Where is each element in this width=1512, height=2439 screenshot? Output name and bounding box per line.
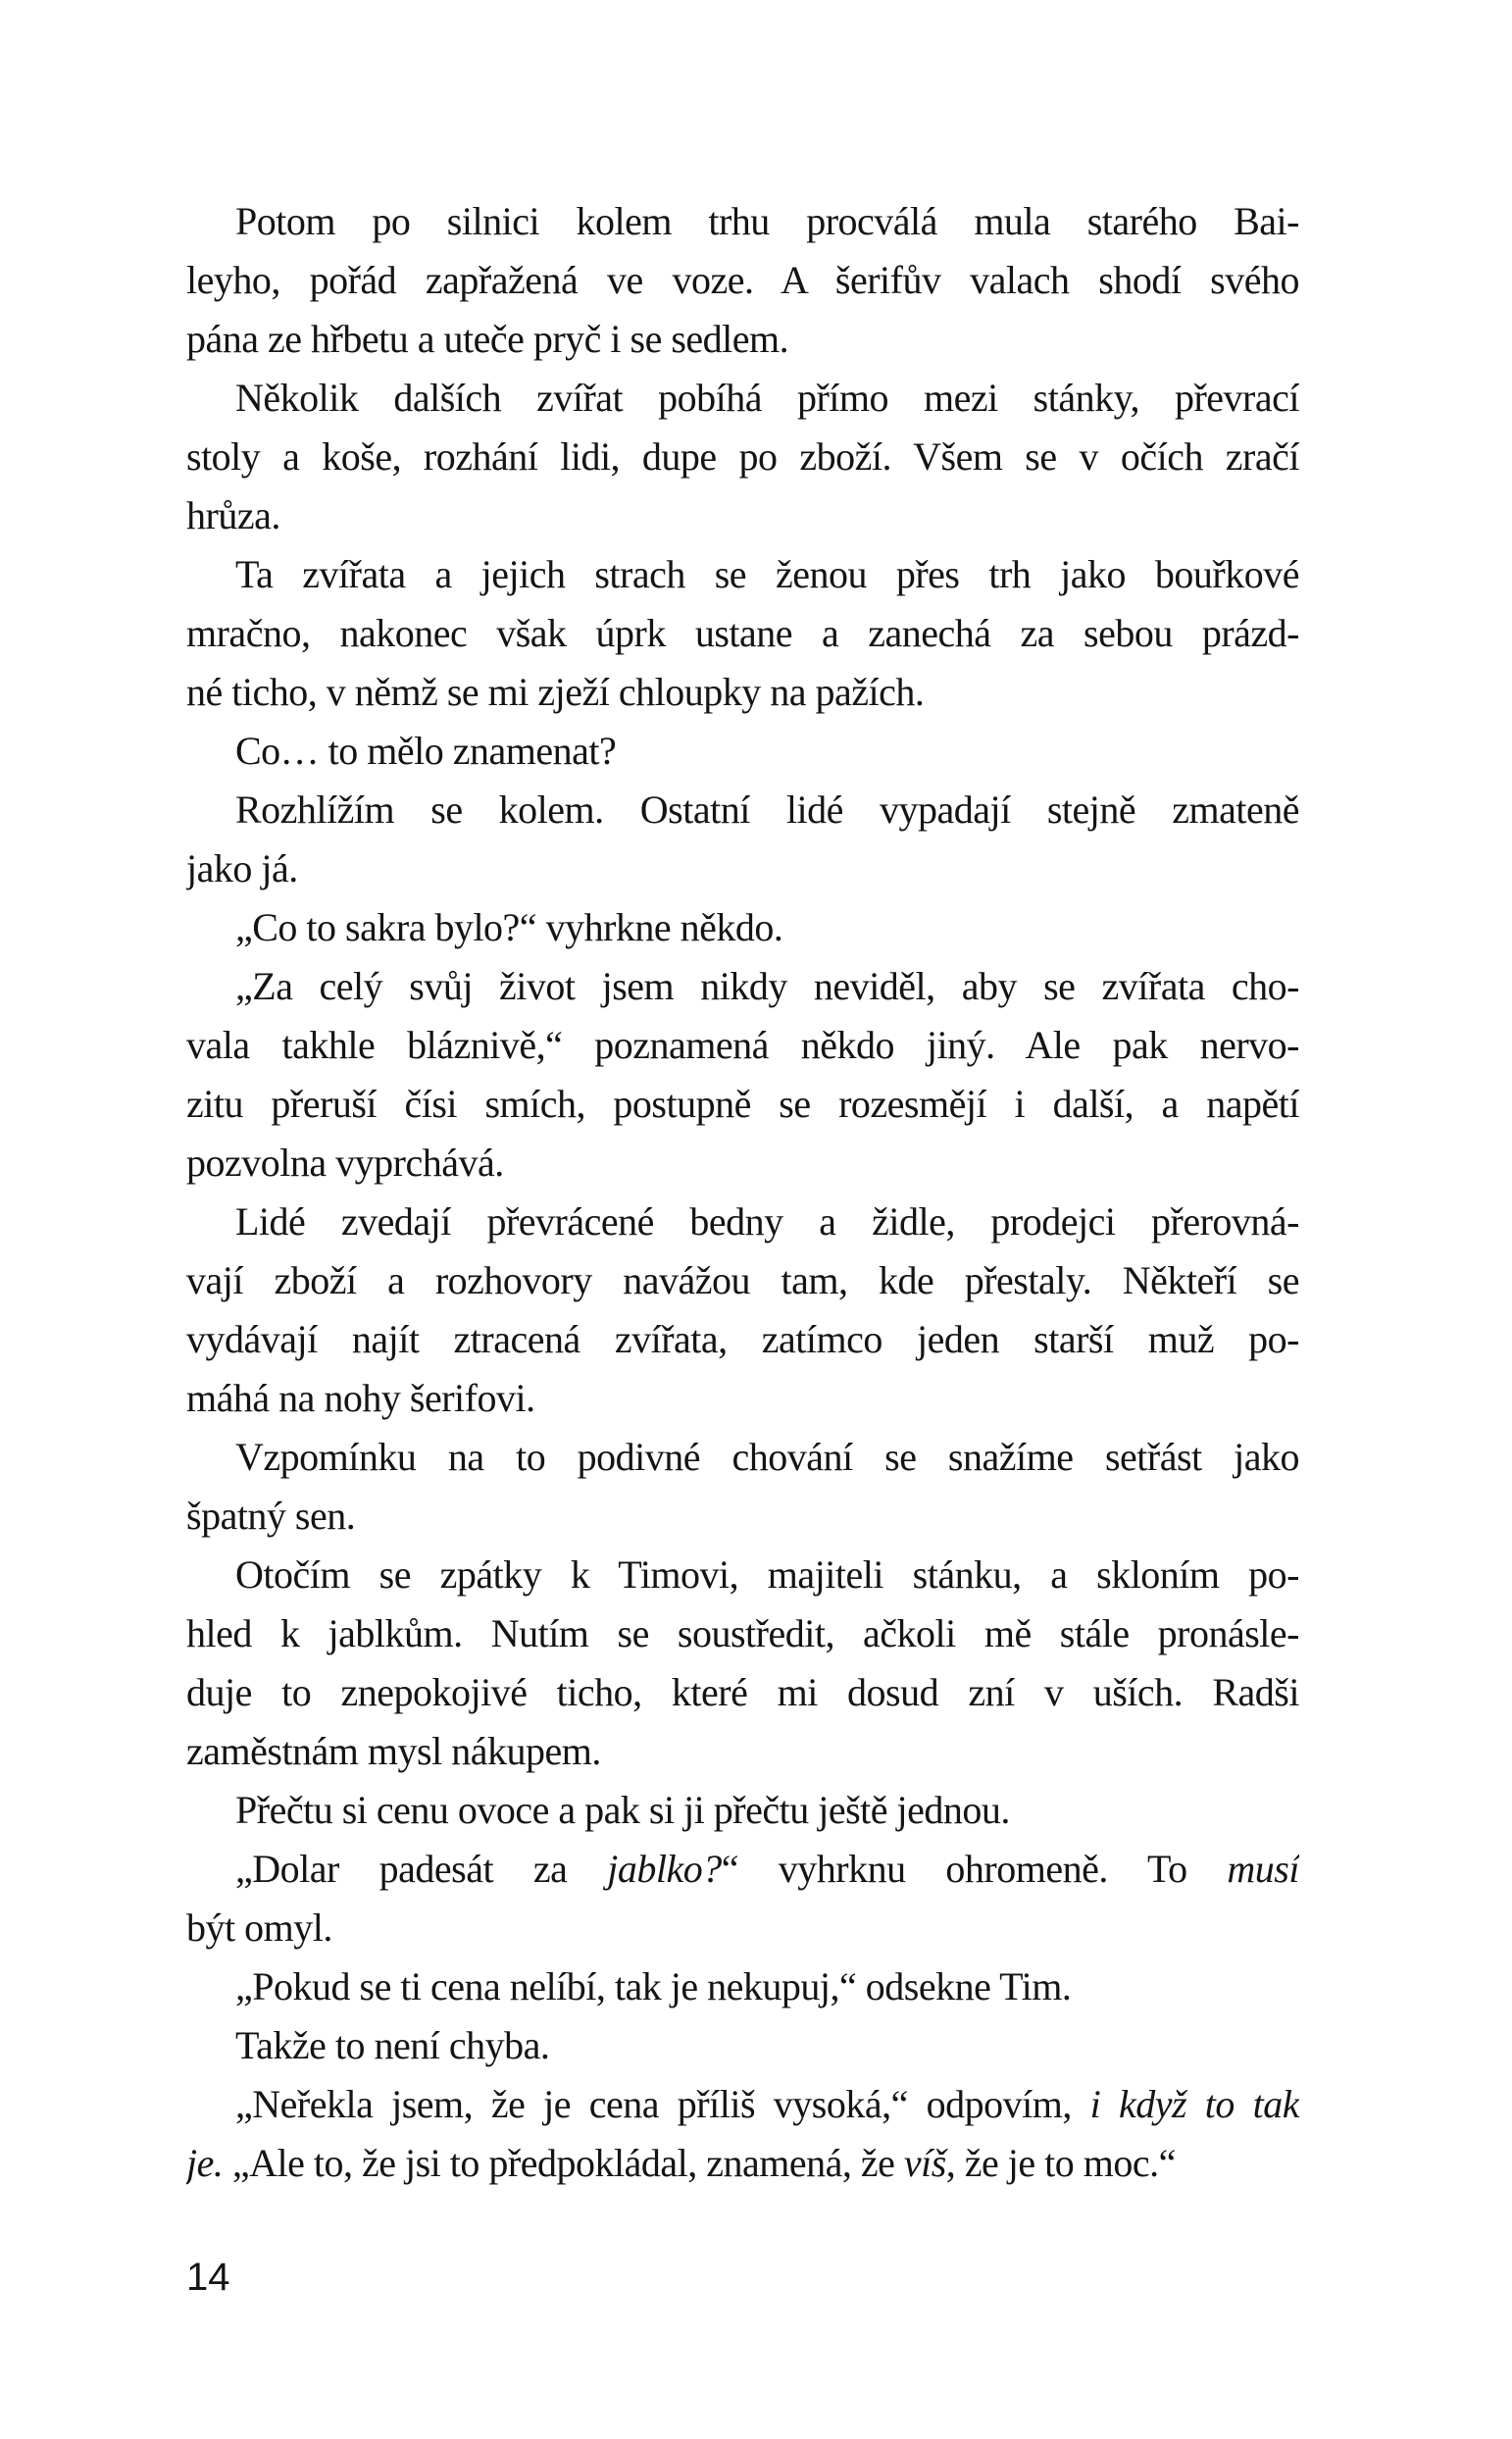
text-run: „Co to sakra bylo?“ vyhrkne někdo.: [235, 905, 783, 949]
text-run: “ vyhrknu ohromeně. To: [721, 1847, 1228, 1891]
text-line: [186, 663, 1299, 722]
text-line: [186, 1428, 1299, 1487]
italic-text-run: i když to tak: [1089, 2082, 1299, 2126]
text-run: stoly a koše, rozhání lidi, dupe po zboží. Všem se v očích zračí: [186, 434, 1299, 479]
text-run: Takže to není chyba.: [235, 2023, 550, 2067]
text-line: [186, 1781, 1299, 1840]
text-line: [186, 1899, 1299, 1957]
text-line: [186, 428, 1299, 486]
italic-text-run: je.: [186, 2141, 224, 2185]
text-run: duje to znepokojivé ticho, které mi dosud zní v uších. Radši: [186, 1670, 1299, 1714]
italic-text-run: musí: [1227, 1847, 1299, 1891]
text-line: [186, 1310, 1299, 1369]
text-line: [186, 604, 1299, 663]
text-run: jako já.: [186, 846, 298, 890]
page-number: 14: [186, 2256, 230, 2299]
text-run: být omyl.: [186, 1905, 332, 1950]
text-run: špatný sen.: [186, 1494, 356, 1538]
text-run: „Ale to, že jsi to předpokládal, znamená, že: [223, 2141, 904, 2185]
text-line: [186, 1193, 1299, 1251]
text-line: [186, 310, 1299, 369]
text-run: mračno, nakonec však úprk ustane a zanechá za sebou prázd-: [186, 611, 1299, 655]
text-run: né ticho, v němž se mi zježí chloupky na pažích.: [186, 670, 925, 714]
text-run: „Neřekla jsem, že je cena příliš vysoká,“ odpovím,: [235, 2082, 1090, 2126]
text-run: Vzpomínku na to podivné chování se snažíme setřást jako: [235, 1435, 1299, 1479]
text-line: [186, 2016, 1299, 2075]
text-line: [186, 2134, 1299, 2193]
text-run: , že je to moc.“: [945, 2141, 1176, 2185]
text-run: leyho, pořád zapřažená ve voze. A šerifův valach shodí svého: [186, 258, 1299, 302]
italic-text-run: jablko?: [607, 1847, 722, 1891]
text-line: [186, 898, 1299, 957]
text-run: „Dolar padesát za: [235, 1847, 608, 1891]
text-block: [186, 192, 1299, 2193]
text-line: [186, 1075, 1299, 1134]
text-run: „Pokud se ti cena nelíbí, tak je nekupuj,“ odsekne Tim.: [235, 1964, 1072, 2008]
text-run: Otočím se zpátky k Timovi, majiteli stánku, a skloním po-: [235, 1552, 1299, 1597]
text-run: Ta zvířata a jejich strach se ženou přes trh jako bouřkové: [235, 552, 1299, 596]
text-line: [186, 781, 1299, 839]
text-run: Potom po silnici kolem trhu procválá mula starého Bai-: [235, 199, 1299, 243]
text-line: [186, 2075, 1299, 2134]
italic-text-run: víš: [903, 2141, 946, 2185]
text-line: [186, 1487, 1299, 1546]
text-run: Co… to mělo znamenat?: [235, 729, 617, 773]
text-run: Lidé zvedají převrácené bedny a židle, prodejci přerovná-: [235, 1199, 1299, 1244]
text-run: Rozhlížím se kolem. Ostatní lidé vypadají stejně zmateně: [235, 788, 1299, 832]
text-line: [186, 1957, 1299, 2016]
text-line: [186, 486, 1299, 545]
text-run: zitu přeruší čísi smích, postupně se rozesmějí i další, a napětí: [186, 1082, 1299, 1126]
text-line: [186, 1369, 1299, 1428]
text-run: zaměstnám mysl nákupem.: [186, 1729, 601, 1773]
text-run: pozvolna vyprchává.: [186, 1141, 504, 1185]
text-run: hled k jablkům. Nutím se soustředit, ačkoli mě stále pronásle-: [186, 1611, 1299, 1655]
text-line: [186, 1251, 1299, 1310]
text-run: vají zboží a rozhovory navážou tam, kde přestaly. Někteří se: [186, 1258, 1299, 1302]
text-run: vydávají najít ztracená zvířata, zatímco jeden starší muž po-: [186, 1317, 1299, 1361]
text-line: [186, 839, 1299, 898]
text-line: [186, 1016, 1299, 1075]
text-line: [186, 1604, 1299, 1663]
text-line: [186, 1722, 1299, 1781]
text-line: [186, 722, 1299, 781]
text-run: máhá na nohy šerifovi.: [186, 1376, 535, 1420]
text-line: [186, 369, 1299, 428]
text-line: [186, 192, 1299, 251]
text-run: Přečtu si cenu ovoce a pak si ji přečtu ještě jednou.: [235, 1788, 1010, 1832]
text-run: hrůza.: [186, 493, 280, 537]
text-line: [186, 957, 1299, 1016]
text-line: [186, 1134, 1299, 1193]
text-line: [186, 545, 1299, 604]
text-line: [186, 1840, 1299, 1899]
text-run: „Za celý svůj život jsem nikdy neviděl, aby se zvířata cho-: [235, 964, 1299, 1008]
text-line: [186, 1663, 1299, 1722]
text-run: vala takhle bláznivě,“ poznamená někdo jiný. Ale pak nervo-: [186, 1023, 1299, 1067]
text-run: Několik dalších zvířat pobíhá přímo mezi stánky, převrací: [235, 376, 1299, 420]
text-line: [186, 1546, 1299, 1604]
text-line: [186, 251, 1299, 310]
text-run: pána ze hřbetu a uteče pryč i se sedlem.: [186, 317, 789, 361]
